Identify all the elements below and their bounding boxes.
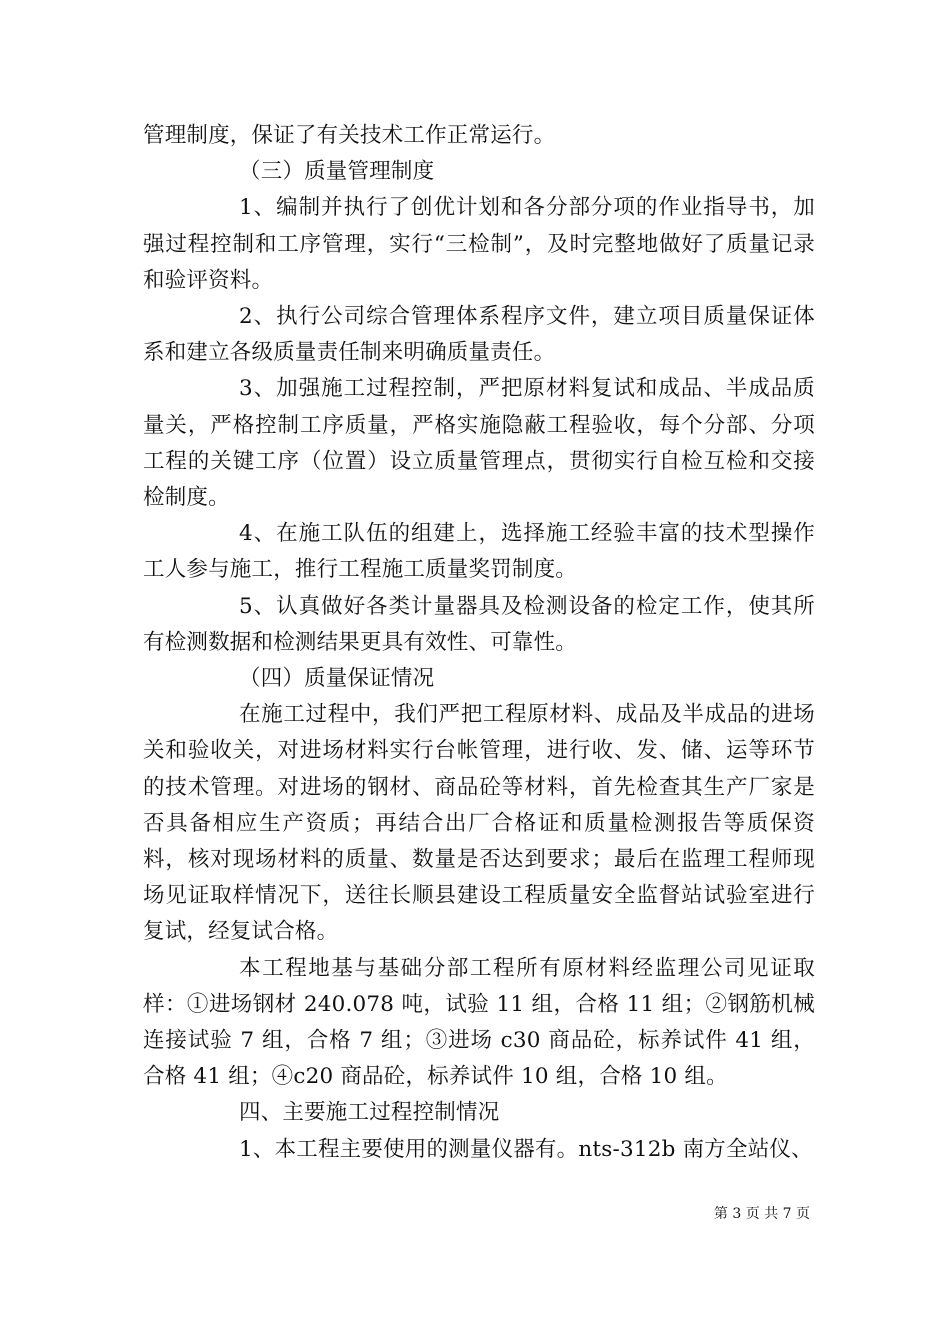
- paragraph-item-3: 3、加强施工过程控制，严把原材料复试和成品、半成品质量关，严格控制工序质量，严格实施隐蔽工程验收，每个分部、分项工程的关键工序（位置）设立质量管理点，贯彻实行自检互检和交接检制度。: [143, 376, 815, 511]
- paragraph-material-control: 在施工过程中，我们严把工程原材料、成品及半成品的进场关和验收关，对进场材料实行台帐管理，进行收、发、储、运等环节的技术管理。对进场的钢材、商品砼等材料，首先检查其生产厂家是否具备相应生产资质；再结合出厂合格证和质量检测报告等质保资料，核对现场材料的质量、数量是否达到要求；最后在监理工程师现场见证取样情况下，送往长顺县建设工程质量安全监督站试验室进行复试，经复试合格。: [143, 702, 815, 945]
- paragraph-instruments: 1、本工程主要使用的测量仪器有。nts-312b 南方全站仪、: [239, 1136, 813, 1162]
- paragraph-1: 管理制度，保证了有关技术工作正常运行。: [143, 123, 556, 148]
- paragraph-item-2: 2、执行公司综合管理体系程序文件，建立项目质量保证体系和建立各级质量责任制来明确质量责任。: [143, 304, 815, 366]
- section-heading-process-control: 四、主要施工过程控制情况: [239, 1100, 500, 1126]
- paragraph-item-4: 4、在施工队伍的组建上，选择施工经验丰富的技术型操作工人参与施工，推行工程施工质量奖罚制度。: [143, 521, 815, 583]
- paragraph-sampling-results: 本工程地基与基础分部工程所有原材料经监理公司见证取样：①进场钢材 240.078 吨，试验 11 组，合格 11 组；②钢筋机械连接试验 7 组，合格 7 组；③进场 c30 商品砼，标养试件 41 组，合格 41 组；④c20 商品砼，标养试件 10 组，合格 10 组。: [143, 955, 815, 1090]
- section-heading-quality-system: （三）质量管理制度: [239, 159, 435, 185]
- document-body: [143, 118, 815, 1168]
- page-footer: 第 3 页 共 7 页: [713, 1206, 810, 1222]
- paragraph-item-1: 1、编制并执行了创优计划和各分部分项的作业指导书，加强过程控制和工序管理，实行“三检制”，及时完整地做好了质量记录和验评资料。: [143, 195, 815, 293]
- paragraph-item-5: 5、认真做好各类计量器具及检测设备的检定工作，使其所有检测数据和检测结果更具有效性、可靠性。: [143, 593, 815, 655]
- section-heading-quality-assurance: （四）质量保证情况: [239, 666, 435, 692]
